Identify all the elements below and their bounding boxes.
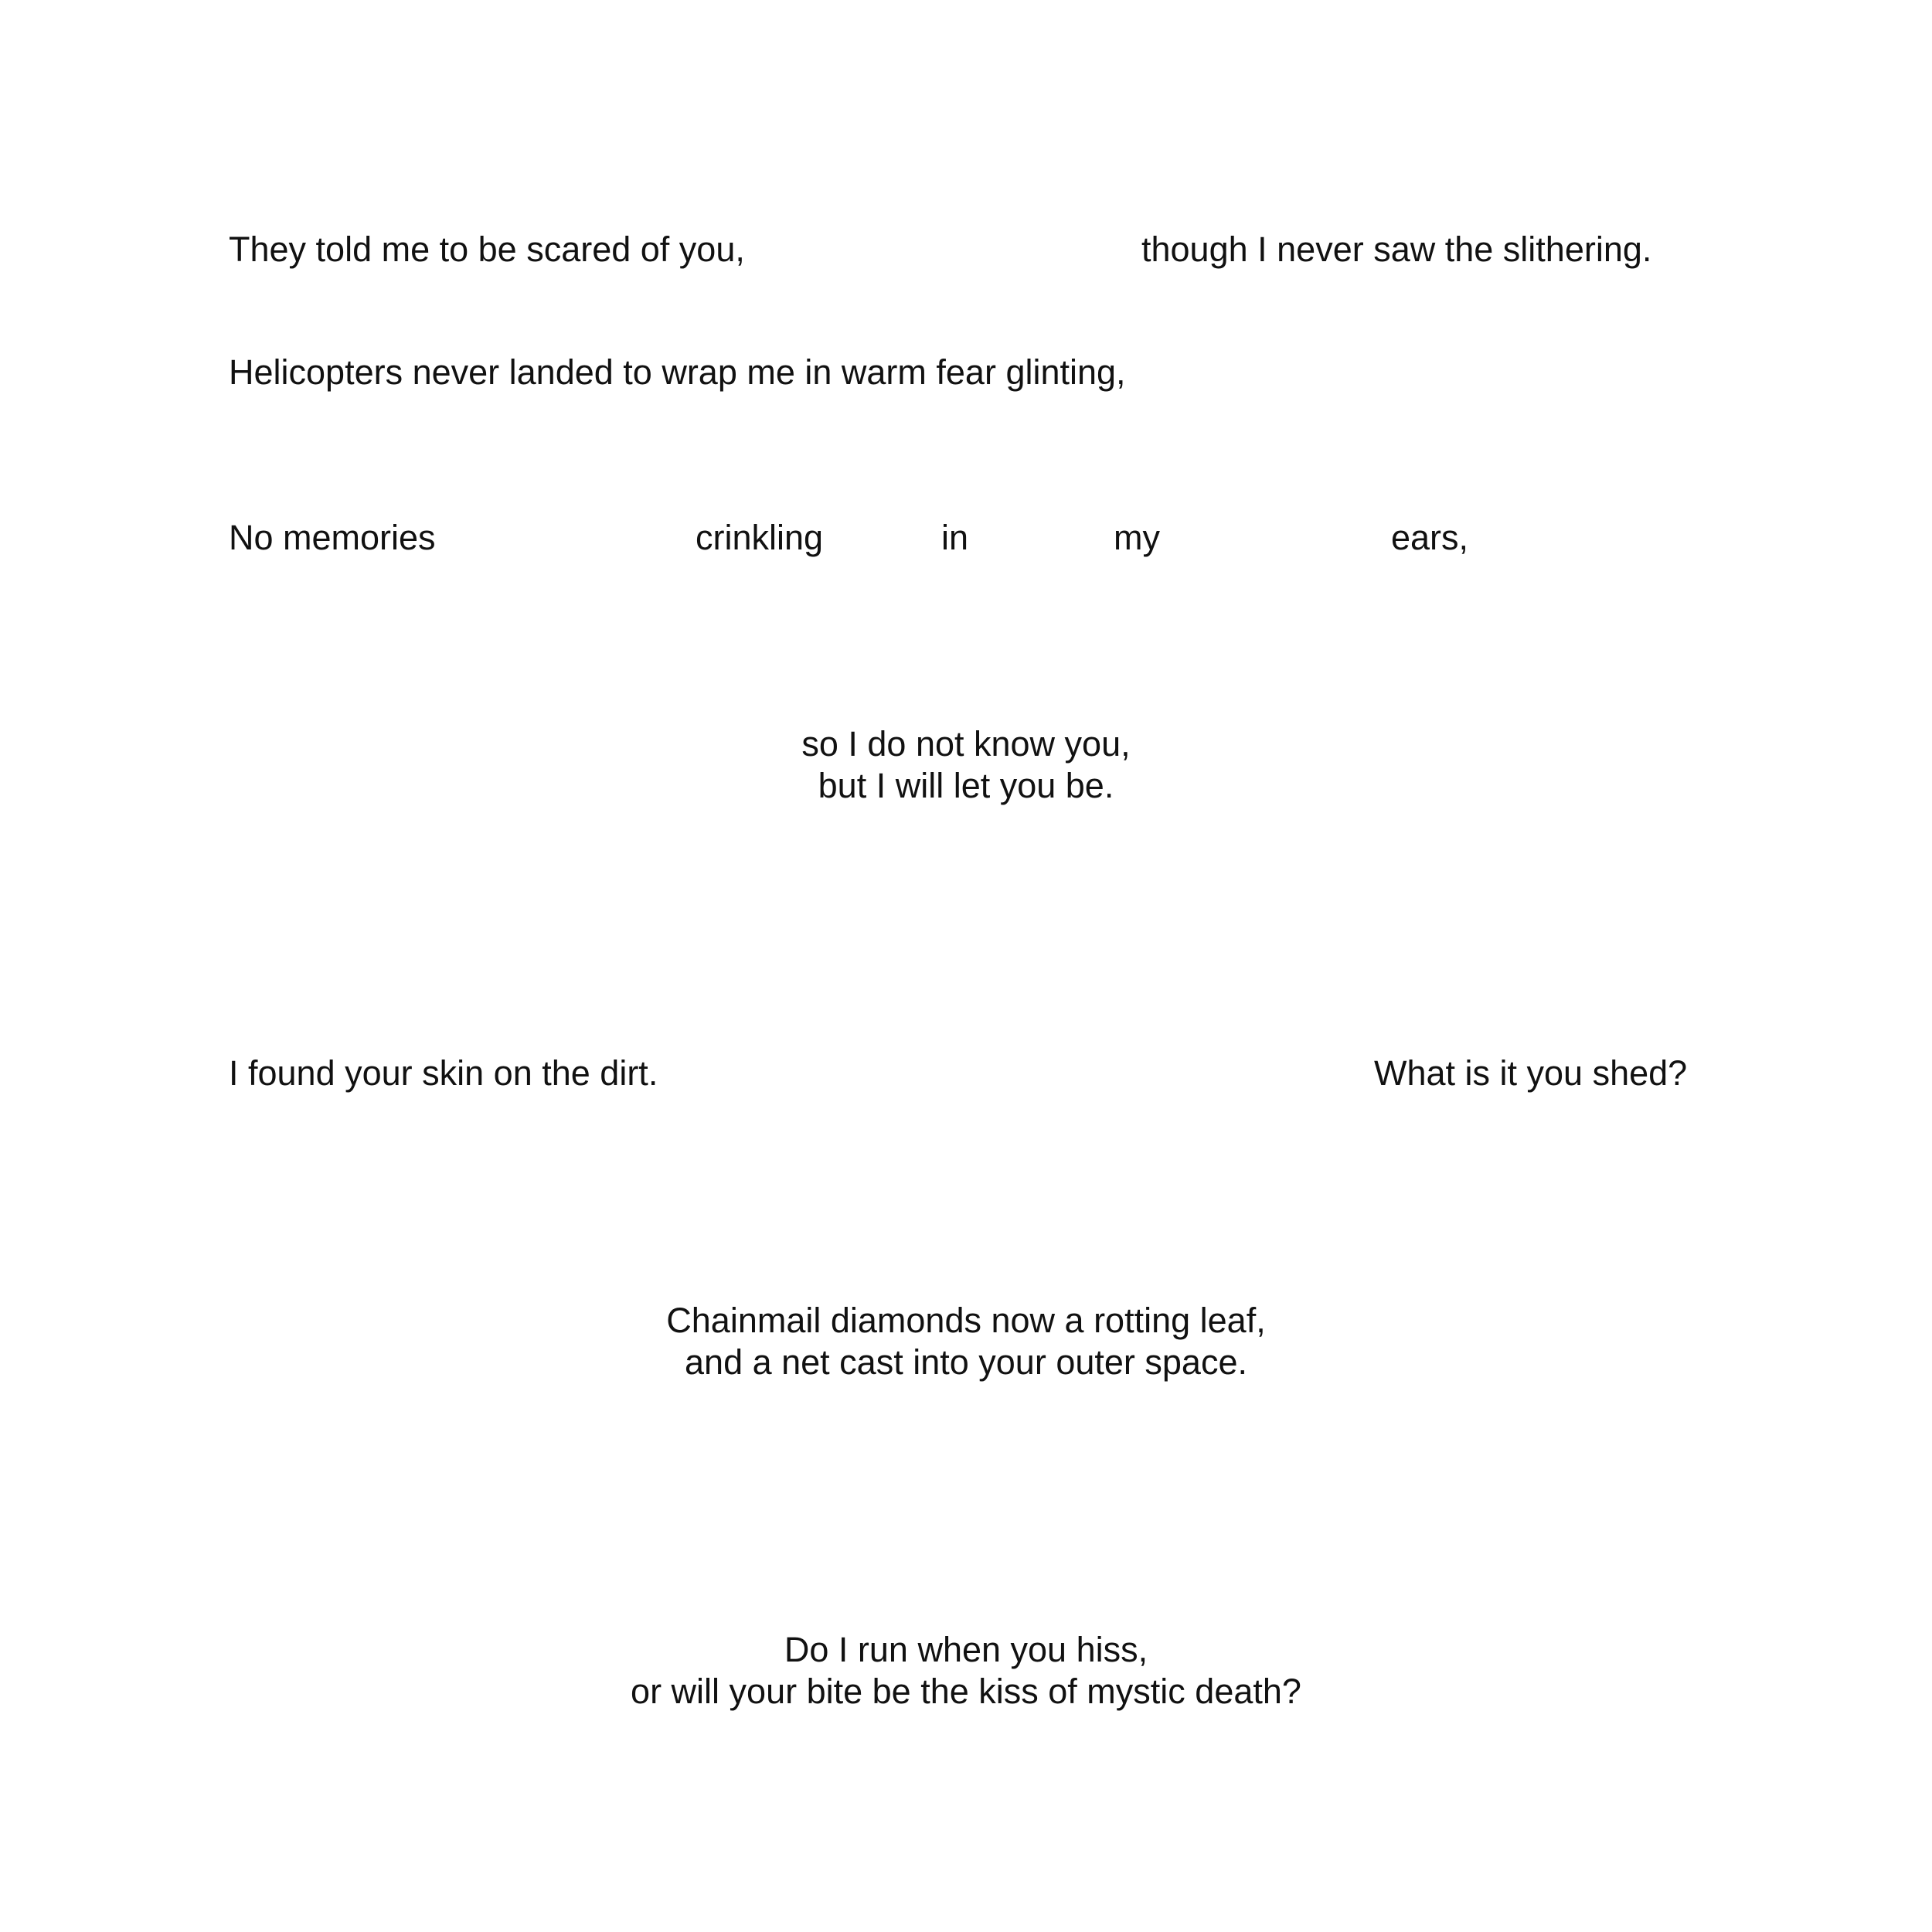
poem-line: Helicopters never landed to wrap me in warm fear glinting, <box>229 352 1126 392</box>
poem-line: They told me to be scared of you, <box>229 230 745 269</box>
poem-word: No memories <box>229 518 436 557</box>
poem-line: Chainmail diamonds now a rotting leaf, <box>666 1301 1266 1340</box>
poem-word: crinkling <box>696 518 824 557</box>
poem-line: but I will let you be. <box>818 766 1114 805</box>
poem-couplet <box>0 723 1932 807</box>
poem-line: or will your bite be the kiss of mystic death? <box>631 1672 1301 1711</box>
poem-line: so I do not know you, <box>801 724 1131 764</box>
poem-couplet <box>0 1629 1932 1713</box>
poem-line: and a net cast into your outer space. <box>685 1342 1247 1382</box>
poem-word: in <box>941 518 969 557</box>
poem-word: ears, <box>1391 518 1469 557</box>
poem-line: What is it you shed? <box>1374 1053 1688 1093</box>
poem-line: Do I run when you hiss, <box>784 1630 1148 1669</box>
poem-line: though I never saw the slithering. <box>1141 230 1652 269</box>
poem-couplet <box>0 1300 1932 1383</box>
poem-line: I found your skin on the dirt. <box>229 1053 658 1093</box>
poem-word: my <box>1114 518 1160 557</box>
